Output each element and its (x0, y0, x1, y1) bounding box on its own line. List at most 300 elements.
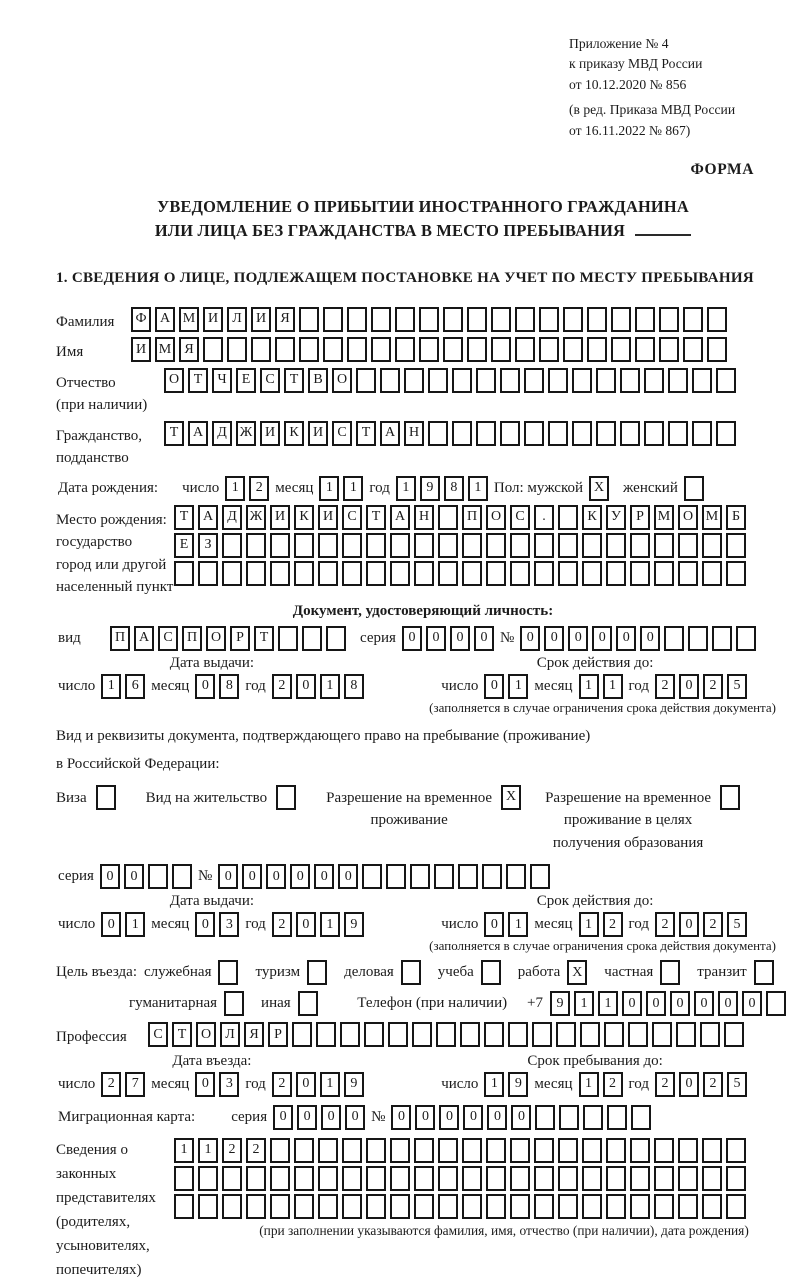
checkbox-female[interactable] (684, 476, 704, 501)
representative-char-box[interactable] (654, 1166, 674, 1191)
surname-char-box[interactable] (659, 307, 679, 332)
representative-char-box[interactable] (534, 1194, 554, 1219)
representative-char-box[interactable] (726, 1194, 746, 1219)
permit-valid-year-digit[interactable]: 2 (655, 912, 675, 937)
profession-char-box[interactable] (436, 1022, 456, 1047)
migration-series-digit[interactable]: 0 (345, 1105, 365, 1130)
permit-series-digit[interactable] (172, 864, 192, 889)
representative-char-box[interactable] (726, 1138, 746, 1163)
firstname-char-box[interactable] (659, 337, 679, 362)
citizenship-char-box[interactable]: А (188, 421, 208, 446)
checkbox-visa[interactable] (96, 785, 116, 810)
firstname-char-box[interactable] (539, 337, 559, 362)
citizenship-char-box[interactable] (428, 421, 448, 446)
doc-valid-day-digit[interactable]: 0 (484, 674, 504, 699)
citizenship-char-box[interactable] (452, 421, 472, 446)
checkbox-private[interactable] (660, 960, 680, 985)
birthplace-char-box[interactable]: С (510, 505, 530, 530)
representative-char-box[interactable] (678, 1194, 698, 1219)
profession-char-box[interactable]: О (196, 1022, 216, 1047)
doc-issue-year-digit[interactable]: 0 (296, 674, 316, 699)
checkbox-male[interactable]: X (589, 476, 609, 501)
doc-number-digit[interactable] (664, 626, 684, 651)
birthplace-char-box[interactable] (222, 533, 242, 558)
surname-char-box[interactable]: И (203, 307, 223, 332)
surname-char-box[interactable] (371, 307, 391, 332)
birthplace-char-box[interactable] (438, 505, 458, 530)
birthplace-char-box[interactable]: Т (174, 505, 194, 530)
permit-number-digit[interactable] (458, 864, 478, 889)
checkbox-study[interactable] (481, 960, 501, 985)
birthplace-char-box[interactable] (654, 561, 674, 586)
patronymic-char-box[interactable] (716, 368, 736, 393)
surname-char-box[interactable] (419, 307, 439, 332)
patronymic-char-box[interactable]: О (164, 368, 184, 393)
migration-number-digit[interactable] (559, 1105, 579, 1130)
doc-type-char-box[interactable]: О (206, 626, 226, 651)
surname-char-box[interactable]: Ф (131, 307, 151, 332)
firstname-char-box[interactable] (275, 337, 295, 362)
patronymic-char-box[interactable] (524, 368, 544, 393)
surname-char-box[interactable] (443, 307, 463, 332)
permit-issue-day-digit[interactable]: 1 (125, 912, 145, 937)
patronymic-char-box[interactable] (596, 368, 616, 393)
phone-digit[interactable] (766, 991, 786, 1016)
surname-char-box[interactable] (635, 307, 655, 332)
profession-char-box[interactable] (628, 1022, 648, 1047)
citizenship-char-box[interactable]: Т (356, 421, 376, 446)
birthplace-char-box[interactable] (582, 533, 602, 558)
representative-char-box[interactable]: 1 (174, 1138, 194, 1163)
patronymic-char-box[interactable] (692, 368, 712, 393)
permit-number-digit[interactable] (530, 864, 550, 889)
firstname-char-box[interactable] (587, 337, 607, 362)
citizenship-char-box[interactable]: И (260, 421, 280, 446)
representative-char-box[interactable] (438, 1138, 458, 1163)
birthplace-char-box[interactable] (726, 561, 746, 586)
surname-char-box[interactable] (323, 307, 343, 332)
permit-issue-year-digit[interactable]: 1 (320, 912, 340, 937)
birth-month-digit[interactable]: 1 (319, 476, 339, 501)
phone-digit[interactable]: 1 (598, 991, 618, 1016)
citizenship-char-box[interactable]: А (380, 421, 400, 446)
migration-number-digit[interactable] (631, 1105, 651, 1130)
stay-day-digit[interactable]: 1 (484, 1072, 504, 1097)
birthplace-char-box[interactable] (390, 533, 410, 558)
representative-char-box[interactable]: 1 (198, 1138, 218, 1163)
stay-year-digit[interactable]: 2 (655, 1072, 675, 1097)
firstname-char-box[interactable] (227, 337, 247, 362)
representative-char-box[interactable]: 2 (246, 1138, 266, 1163)
representative-char-box[interactable] (270, 1194, 290, 1219)
citizenship-char-box[interactable]: Н (404, 421, 424, 446)
firstname-char-box[interactable] (443, 337, 463, 362)
entry-day-digit[interactable]: 7 (125, 1072, 145, 1097)
firstname-char-box[interactable] (707, 337, 727, 362)
representative-char-box[interactable] (390, 1138, 410, 1163)
permit-number-digit[interactable] (434, 864, 454, 889)
representative-char-box[interactable] (654, 1138, 674, 1163)
citizenship-char-box[interactable] (524, 421, 544, 446)
representative-char-box[interactable] (294, 1194, 314, 1219)
representative-char-box[interactable] (582, 1194, 602, 1219)
surname-char-box[interactable]: Я (275, 307, 295, 332)
entry-day-digit[interactable]: 2 (101, 1072, 121, 1097)
representative-char-box[interactable] (486, 1138, 506, 1163)
permit-series-digit[interactable]: 0 (124, 864, 144, 889)
permit-issue-month-digit[interactable]: 3 (219, 912, 239, 937)
representative-char-box[interactable] (174, 1194, 194, 1219)
permit-number-digit[interactable] (410, 864, 430, 889)
migration-number-digit[interactable]: 0 (415, 1105, 435, 1130)
permit-number-digit[interactable]: 0 (338, 864, 358, 889)
profession-char-box[interactable] (676, 1022, 696, 1047)
surname-char-box[interactable] (611, 307, 631, 332)
birthplace-char-box[interactable]: С (342, 505, 362, 530)
migration-series-digit[interactable]: 0 (273, 1105, 293, 1130)
representative-char-box[interactable] (462, 1194, 482, 1219)
birthplace-char-box[interactable] (318, 561, 338, 586)
profession-char-box[interactable] (724, 1022, 744, 1047)
birthplace-char-box[interactable] (342, 533, 362, 558)
firstname-char-box[interactable] (371, 337, 391, 362)
citizenship-char-box[interactable] (476, 421, 496, 446)
representative-char-box[interactable] (318, 1166, 338, 1191)
representative-char-box[interactable] (558, 1194, 578, 1219)
phone-digit[interactable]: 0 (694, 991, 714, 1016)
checkbox-official[interactable] (218, 960, 238, 985)
firstname-char-box[interactable] (635, 337, 655, 362)
representative-char-box[interactable] (702, 1166, 722, 1191)
patronymic-char-box[interactable] (476, 368, 496, 393)
stay-year-digit[interactable]: 5 (727, 1072, 747, 1097)
birthplace-char-box[interactable] (462, 561, 482, 586)
birthplace-char-box[interactable] (246, 561, 266, 586)
doc-type-char-box[interactable]: П (110, 626, 130, 651)
birthplace-char-box[interactable] (606, 533, 626, 558)
checkbox-other[interactable] (298, 991, 318, 1016)
doc-type-char-box[interactable]: С (158, 626, 178, 651)
doc-issue-month-digit[interactable]: 0 (195, 674, 215, 699)
birthplace-char-box[interactable] (174, 561, 194, 586)
birthplace-char-box[interactable] (294, 533, 314, 558)
profession-char-box[interactable] (700, 1022, 720, 1047)
profession-char-box[interactable] (364, 1022, 384, 1047)
citizenship-char-box[interactable] (572, 421, 592, 446)
birthplace-char-box[interactable] (702, 533, 722, 558)
representative-char-box[interactable] (438, 1194, 458, 1219)
doc-valid-day-digit[interactable]: 1 (508, 674, 528, 699)
citizenship-char-box[interactable] (692, 421, 712, 446)
phone-digit[interactable]: 9 (550, 991, 570, 1016)
representative-char-box[interactable] (294, 1166, 314, 1191)
stay-year-digit[interactable]: 2 (703, 1072, 723, 1097)
doc-number-digit[interactable]: 0 (520, 626, 540, 651)
doc-type-char-box[interactable]: А (134, 626, 154, 651)
citizenship-char-box[interactable] (500, 421, 520, 446)
firstname-char-box[interactable] (203, 337, 223, 362)
surname-char-box[interactable] (467, 307, 487, 332)
birthplace-char-box[interactable] (270, 533, 290, 558)
doc-issue-day-digit[interactable]: 6 (125, 674, 145, 699)
citizenship-char-box[interactable]: Т (164, 421, 184, 446)
doc-type-char-box[interactable]: П (182, 626, 202, 651)
representative-char-box[interactable] (486, 1166, 506, 1191)
citizenship-char-box[interactable]: И (308, 421, 328, 446)
profession-char-box[interactable]: Я (244, 1022, 264, 1047)
firstname-char-box[interactable] (515, 337, 535, 362)
birthplace-char-box[interactable] (270, 561, 290, 586)
birthplace-char-box[interactable] (438, 533, 458, 558)
birth-year-digit[interactable]: 1 (396, 476, 416, 501)
birthplace-char-box[interactable]: П (462, 505, 482, 530)
profession-char-box[interactable] (460, 1022, 480, 1047)
representative-char-box[interactable] (414, 1138, 434, 1163)
representative-char-box[interactable] (678, 1138, 698, 1163)
migration-number-digit[interactable] (583, 1105, 603, 1130)
representative-char-box[interactable] (462, 1166, 482, 1191)
birthplace-char-box[interactable] (318, 533, 338, 558)
surname-char-box[interactable] (707, 307, 727, 332)
birthplace-char-box[interactable] (678, 533, 698, 558)
firstname-char-box[interactable] (683, 337, 703, 362)
profession-char-box[interactable] (580, 1022, 600, 1047)
patronymic-char-box[interactable] (356, 368, 376, 393)
citizenship-char-box[interactable] (596, 421, 616, 446)
migration-number-digit[interactable] (535, 1105, 555, 1130)
permit-valid-month-digit[interactable]: 1 (579, 912, 599, 937)
representative-char-box[interactable] (606, 1166, 626, 1191)
birth-day-digit[interactable]: 1 (225, 476, 245, 501)
migration-number-digit[interactable]: 0 (463, 1105, 483, 1130)
representative-char-box[interactable] (534, 1166, 554, 1191)
surname-char-box[interactable]: А (155, 307, 175, 332)
birthplace-char-box[interactable] (678, 561, 698, 586)
firstname-char-box[interactable] (323, 337, 343, 362)
checkbox-transit[interactable] (754, 960, 774, 985)
birthplace-char-box[interactable] (534, 561, 554, 586)
checkbox-temporary-residence-education[interactable] (720, 785, 740, 810)
patronymic-char-box[interactable]: О (332, 368, 352, 393)
permit-number-digit[interactable] (362, 864, 382, 889)
firstname-char-box[interactable] (563, 337, 583, 362)
doc-valid-year-digit[interactable]: 0 (679, 674, 699, 699)
stay-day-digit[interactable]: 9 (508, 1072, 528, 1097)
permit-number-digit[interactable]: 0 (218, 864, 238, 889)
representative-char-box[interactable] (174, 1166, 194, 1191)
doc-type-char-box[interactable] (326, 626, 346, 651)
representative-char-box[interactable] (198, 1194, 218, 1219)
representative-char-box[interactable] (702, 1194, 722, 1219)
patronymic-char-box[interactable]: В (308, 368, 328, 393)
permit-number-digit[interactable] (386, 864, 406, 889)
permit-issue-year-digit[interactable]: 0 (296, 912, 316, 937)
representative-char-box[interactable] (606, 1138, 626, 1163)
representative-char-box[interactable] (342, 1194, 362, 1219)
permit-number-digit[interactable]: 0 (242, 864, 262, 889)
citizenship-char-box[interactable] (644, 421, 664, 446)
patronymic-char-box[interactable]: Е (236, 368, 256, 393)
birthplace-char-box[interactable]: А (198, 505, 218, 530)
birthplace-char-box[interactable] (462, 533, 482, 558)
birthplace-char-box[interactable]: Д (222, 505, 242, 530)
permit-valid-month-digit[interactable]: 2 (603, 912, 623, 937)
birth-day-digit[interactable]: 2 (249, 476, 269, 501)
birthplace-char-box[interactable] (630, 561, 650, 586)
birthplace-char-box[interactable] (534, 533, 554, 558)
representative-char-box[interactable] (462, 1138, 482, 1163)
patronymic-char-box[interactable] (452, 368, 472, 393)
phone-digit[interactable]: 0 (670, 991, 690, 1016)
representative-char-box[interactable] (510, 1138, 530, 1163)
firstname-char-box[interactable] (395, 337, 415, 362)
doc-valid-year-digit[interactable]: 5 (727, 674, 747, 699)
birthplace-char-box[interactable]: М (654, 505, 674, 530)
entry-month-digit[interactable]: 0 (195, 1072, 215, 1097)
birthplace-char-box[interactable] (342, 561, 362, 586)
permit-valid-year-digit[interactable]: 0 (679, 912, 699, 937)
birthplace-char-box[interactable] (510, 561, 530, 586)
birthplace-char-box[interactable] (198, 561, 218, 586)
surname-char-box[interactable] (563, 307, 583, 332)
birthplace-char-box[interactable]: Б (726, 505, 746, 530)
permit-series-digit[interactable]: 0 (100, 864, 120, 889)
birthplace-char-box[interactable]: З (198, 533, 218, 558)
checkbox-temporary-residence[interactable]: X (501, 785, 521, 810)
surname-char-box[interactable]: Л (227, 307, 247, 332)
patronymic-char-box[interactable]: Ч (212, 368, 232, 393)
entry-year-digit[interactable]: 0 (296, 1072, 316, 1097)
representative-char-box[interactable] (222, 1194, 242, 1219)
representative-char-box[interactable] (582, 1166, 602, 1191)
firstname-char-box[interactable] (419, 337, 439, 362)
profession-char-box[interactable] (340, 1022, 360, 1047)
surname-char-box[interactable] (683, 307, 703, 332)
profession-char-box[interactable] (556, 1022, 576, 1047)
firstname-char-box[interactable] (491, 337, 511, 362)
representative-char-box[interactable] (582, 1138, 602, 1163)
profession-char-box[interactable] (292, 1022, 312, 1047)
birthplace-char-box[interactable]: М (702, 505, 722, 530)
birthplace-char-box[interactable] (366, 533, 386, 558)
doc-issue-month-digit[interactable]: 8 (219, 674, 239, 699)
doc-series-digit[interactable]: 0 (474, 626, 494, 651)
profession-char-box[interactable] (604, 1022, 624, 1047)
representative-char-box[interactable] (294, 1138, 314, 1163)
profession-char-box[interactable]: Р (268, 1022, 288, 1047)
birthplace-char-box[interactable]: Т (366, 505, 386, 530)
birthplace-char-box[interactable] (630, 533, 650, 558)
doc-series-digit[interactable]: 0 (402, 626, 422, 651)
birthplace-char-box[interactable] (702, 561, 722, 586)
doc-type-char-box[interactable]: Т (254, 626, 274, 651)
representative-char-box[interactable] (726, 1166, 746, 1191)
representative-char-box[interactable] (366, 1166, 386, 1191)
doc-issue-year-digit[interactable]: 2 (272, 674, 292, 699)
patronymic-char-box[interactable] (548, 368, 568, 393)
profession-char-box[interactable] (316, 1022, 336, 1047)
birth-year-digit[interactable]: 8 (444, 476, 464, 501)
representative-char-box[interactable] (630, 1166, 650, 1191)
birthplace-char-box[interactable]: К (582, 505, 602, 530)
representative-char-box[interactable]: 2 (222, 1138, 242, 1163)
migration-series-digit[interactable]: 0 (297, 1105, 317, 1130)
doc-series-digit[interactable]: 0 (426, 626, 446, 651)
firstname-char-box[interactable]: И (131, 337, 151, 362)
birthplace-char-box[interactable] (390, 561, 410, 586)
representative-char-box[interactable] (366, 1194, 386, 1219)
permit-issue-year-digit[interactable]: 2 (272, 912, 292, 937)
representative-char-box[interactable] (678, 1166, 698, 1191)
representative-char-box[interactable] (438, 1166, 458, 1191)
representative-char-box[interactable] (630, 1194, 650, 1219)
representative-char-box[interactable] (318, 1194, 338, 1219)
surname-char-box[interactable] (539, 307, 559, 332)
firstname-char-box[interactable] (467, 337, 487, 362)
birthplace-char-box[interactable] (414, 533, 434, 558)
representative-char-box[interactable] (414, 1166, 434, 1191)
entry-month-digit[interactable]: 3 (219, 1072, 239, 1097)
patronymic-char-box[interactable] (428, 368, 448, 393)
doc-type-char-box[interactable] (302, 626, 322, 651)
birthplace-char-box[interactable]: О (678, 505, 698, 530)
representative-char-box[interactable] (342, 1138, 362, 1163)
representative-char-box[interactable] (630, 1138, 650, 1163)
birthplace-char-box[interactable] (486, 561, 506, 586)
doc-issue-day-digit[interactable]: 1 (101, 674, 121, 699)
checkbox-residence-permit[interactable] (276, 785, 296, 810)
permit-series-digit[interactable] (148, 864, 168, 889)
surname-char-box[interactable] (347, 307, 367, 332)
profession-char-box[interactable] (532, 1022, 552, 1047)
entry-year-digit[interactable]: 9 (344, 1072, 364, 1097)
permit-valid-day-digit[interactable]: 1 (508, 912, 528, 937)
birthplace-char-box[interactable] (510, 533, 530, 558)
birthplace-char-box[interactable] (294, 561, 314, 586)
entry-year-digit[interactable]: 2 (272, 1072, 292, 1097)
birth-year-digit[interactable]: 1 (468, 476, 488, 501)
migration-number-digit[interactable] (607, 1105, 627, 1130)
representative-char-box[interactable] (390, 1166, 410, 1191)
migration-number-digit[interactable]: 0 (391, 1105, 411, 1130)
representative-char-box[interactable] (606, 1194, 626, 1219)
migration-series-digit[interactable]: 0 (321, 1105, 341, 1130)
permit-valid-year-digit[interactable]: 5 (727, 912, 747, 937)
checkbox-work[interactable]: X (567, 960, 587, 985)
checkbox-humanitarian[interactable] (224, 991, 244, 1016)
profession-char-box[interactable]: Л (220, 1022, 240, 1047)
doc-number-digit[interactable]: 0 (616, 626, 636, 651)
phone-digit[interactable]: 0 (742, 991, 762, 1016)
profession-char-box[interactable] (412, 1022, 432, 1047)
patronymic-char-box[interactable] (500, 368, 520, 393)
birthplace-char-box[interactable] (606, 561, 626, 586)
birthplace-char-box[interactable]: И (270, 505, 290, 530)
citizenship-char-box[interactable] (620, 421, 640, 446)
birthplace-char-box[interactable] (654, 533, 674, 558)
representative-char-box[interactable] (558, 1166, 578, 1191)
permit-issue-year-digit[interactable]: 9 (344, 912, 364, 937)
representative-char-box[interactable] (414, 1194, 434, 1219)
permit-number-digit[interactable] (482, 864, 502, 889)
migration-number-digit[interactable]: 0 (439, 1105, 459, 1130)
representative-char-box[interactable] (246, 1166, 266, 1191)
birthplace-char-box[interactable] (582, 561, 602, 586)
doc-issue-year-digit[interactable]: 8 (344, 674, 364, 699)
profession-char-box[interactable] (652, 1022, 672, 1047)
birthplace-char-box[interactable]: Ж (246, 505, 266, 530)
birthplace-char-box[interactable]: К (294, 505, 314, 530)
